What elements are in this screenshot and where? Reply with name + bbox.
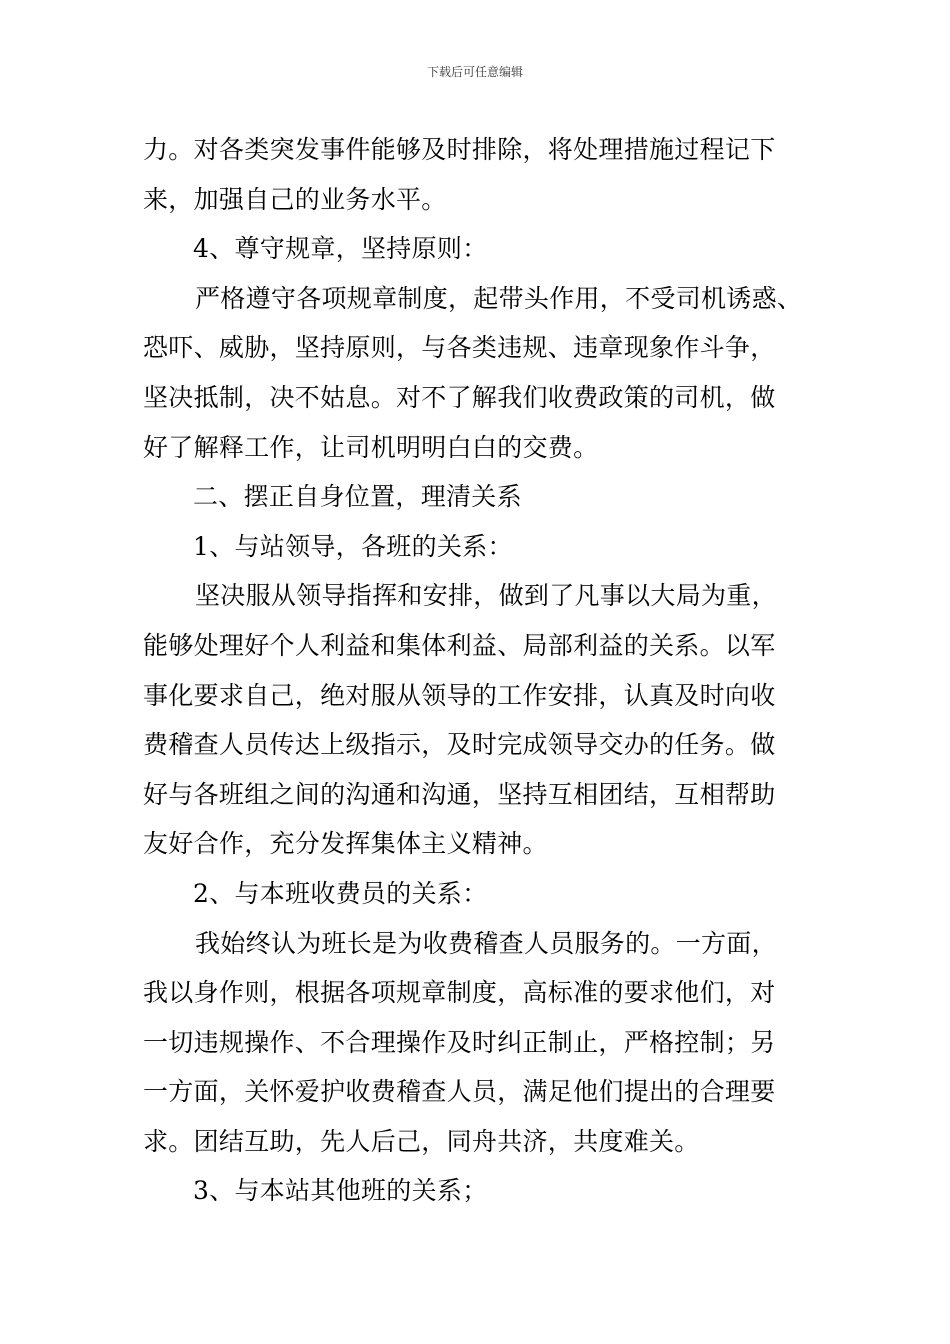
paragraph-line: 好与各班组之间的沟通和沟通，坚持互相团结，互相帮助 [143, 779, 776, 809]
paragraph-line: 我始终认为班长是为收费稽查人员服务的。一方面， [195, 928, 777, 958]
paragraph-line: 力。对各类突发事件能够及时排除，将处理措施过程记下 [143, 135, 776, 164]
paragraph-line: 友好合作，充分发挥集体主义精神。 [143, 829, 548, 859]
paragraph-line: 费稽查人员传达上级指示，及时完成领导交办的任务。做 [143, 730, 776, 760]
paragraph-line: 我以身作则，根据各项规章制度，高标准的要求他们，对 [143, 978, 776, 1008]
section-heading: 二、摆正自身位置，理清关系 [193, 482, 522, 512]
paragraph-line: 恐吓、威胁，坚持原则，与各类违规、违章现象作斗争， [143, 333, 776, 363]
paragraph-line: 一切违规操作、不合理操作及时纠正制止，严格控制；另 [143, 1027, 776, 1057]
paragraph-line: 一方面，关怀爱护收费稽查人员，满足他们提出的合理要 [143, 1077, 776, 1107]
paragraph-line: 坚决抵制，决不姑息。对不了解我们收费政策的司机，做 [143, 382, 776, 412]
section-heading: 4、尊守规章，坚持原则： [193, 234, 488, 264]
paragraph-line: 来，加强自己的业务水平。 [143, 184, 447, 214]
paragraph-line: 求。团结互助，先人后己，同舟共济，共度难关。 [143, 1126, 700, 1156]
section-heading: 2、与本班收费员的关系： [193, 878, 488, 908]
page-header: 下载后可任意编辑 [426, 65, 523, 79]
section-heading: 3、与本站其他班的关系； [193, 1176, 488, 1206]
paragraph-line: 好了解释工作，让司机明明白白的交费。 [143, 432, 599, 462]
paragraph-line: 严格遵守各项规章制度，起带头作用，不受司机诱惑、 [195, 283, 803, 313]
paragraph-line: 事化要求自己，绝对服从领导的工作安排，认真及时向收 [143, 680, 776, 710]
document-body [143, 125, 813, 1216]
paragraph-line: 能够处理好个人利益和集体利益、局部利益的关系。以军 [143, 630, 776, 660]
paragraph-line: 坚决服从领导指挥和安排，做到了凡事以大局为重， [195, 581, 777, 611]
section-heading: 1、与站领导，各班的关系： [193, 531, 513, 561]
